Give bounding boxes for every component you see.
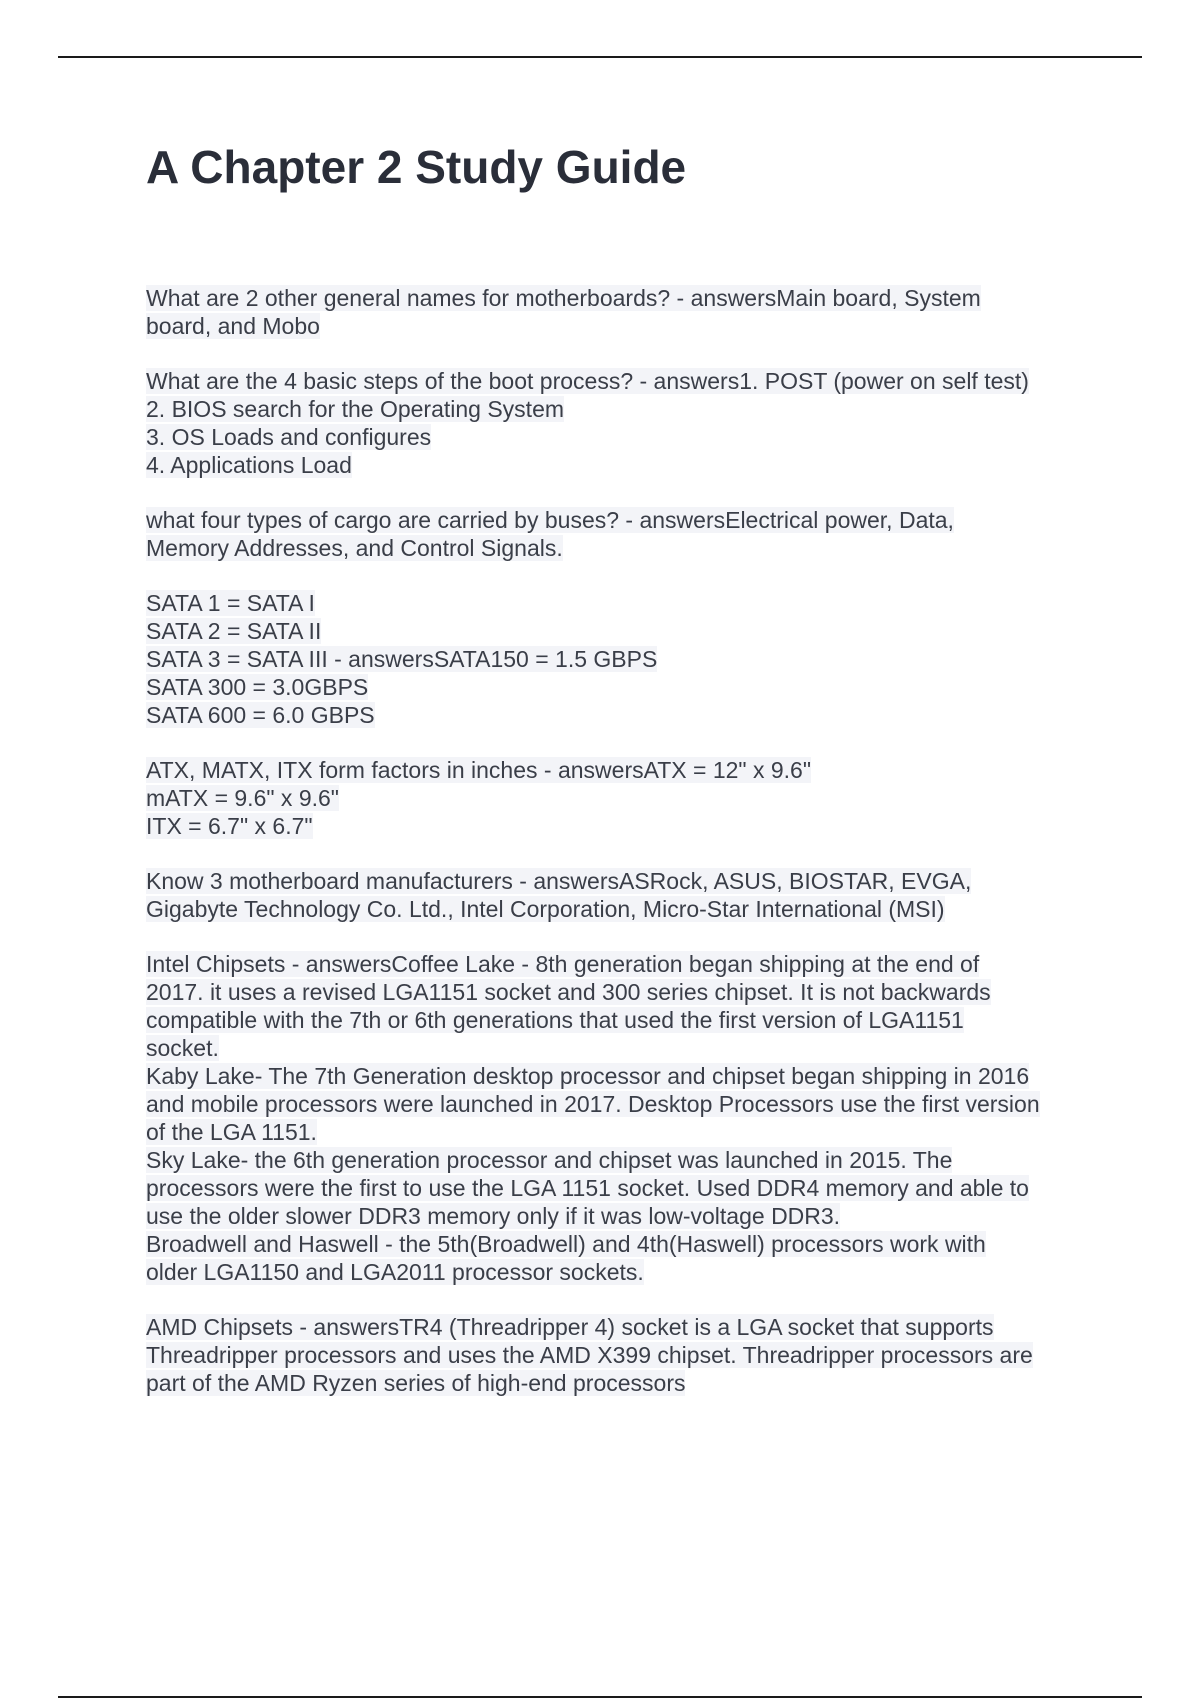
text-line: board, and Mobo (146, 313, 320, 339)
text-line: socket. (146, 1035, 219, 1061)
page-title: A Chapter 2 Study Guide (146, 141, 687, 193)
text-line: processors were the first to use the LGA 1151 socket. Used DDR4 memory and able to (146, 1175, 1029, 1201)
text-line: 2017. it uses a revised LGA1151 socket and 300 series chipset. It is not backwards (146, 979, 991, 1005)
top-rule (58, 56, 1142, 58)
text-line: Intel Chipsets - answersCoffee Lake - 8th generation began shipping at the end of (146, 951, 980, 977)
text-line: mATX = 9.6" x 9.6" (146, 785, 339, 811)
text-line: part of the AMD Ryzen series of high-end processors (146, 1370, 686, 1396)
text-line: use the older slower DDR3 memory only if it was low-voltage DDR3. (146, 1203, 841, 1229)
text-line: ITX = 6.7" x 6.7" (146, 813, 313, 839)
text-line: older LGA1150 and LGA2011 processor sockets. (146, 1259, 644, 1285)
text-line: 2. BIOS search for the Operating System (146, 396, 565, 422)
text-line: SATA 2 = SATA II (146, 618, 322, 644)
text-line: compatible with the 7th or 6th generations that used the first version of LGA1151 (146, 1007, 964, 1033)
text-line: Sky Lake- the 6th generation processor and chipset was launched in 2015. The (146, 1147, 953, 1173)
qa-item-manufacturers (146, 867, 1091, 923)
qa-item-motherboard-names (146, 284, 1091, 340)
text-line: SATA 3 = SATA III - answersSATA150 = 1.5 GBPS (146, 646, 658, 672)
qa-item-form-factors (146, 756, 1091, 840)
text-line: Kaby Lake- The 7th Generation desktop processor and chipset began shipping in 2016 (146, 1063, 1030, 1089)
text-line: Threadripper processors and uses the AMD X399 chipset. Threadripper processors are (146, 1342, 1033, 1368)
text-line: ATX, MATX, ITX form factors in inches - answersATX = 12" x 9.6" (146, 757, 812, 783)
text-line: SATA 600 = 6.0 GBPS (146, 702, 375, 728)
text-line: SATA 300 = 3.0GBPS (146, 674, 369, 700)
text-line: Broadwell and Haswell - the 5th(Broadwell) and 4th(Haswell) processors work with (146, 1231, 986, 1257)
text-line: What are 2 other general names for motherboards? - answersMain board, System (146, 285, 981, 311)
qa-item-boot-process (146, 367, 1091, 479)
study-guide-content (146, 284, 1091, 1424)
text-line: what four types of cargo are carried by buses? - answersElectrical power, Data, (146, 507, 954, 533)
text-line: and mobile processors were launched in 2017. Desktop Processors use the first version (146, 1091, 1040, 1117)
qa-item-amd-chipsets (146, 1313, 1091, 1397)
text-line: of the LGA 1151. (146, 1119, 317, 1145)
bottom-rule (58, 1696, 1142, 1698)
text-line: 3. OS Loads and configures (146, 424, 432, 450)
text-line: SATA 1 = SATA I (146, 590, 315, 616)
qa-item-intel-chipsets (146, 950, 1091, 1286)
qa-item-bus-cargo (146, 506, 1091, 562)
text-line: Know 3 motherboard manufacturers - answersASRock, ASUS, BIOSTAR, EVGA, (146, 868, 972, 894)
text-line: Gigabyte Technology Co. Ltd., Intel Corporation, Micro-Star International (MSI) (146, 896, 945, 922)
text-line: What are the 4 basic steps of the boot process? - answers1. POST (power on self test) (146, 368, 1029, 394)
text-line: AMD Chipsets - answersTR4 (Threadripper 4) socket is a LGA socket that supports (146, 1314, 994, 1340)
text-line: Memory Addresses, and Control Signals. (146, 535, 563, 561)
qa-item-sata (146, 589, 1091, 729)
text-line: 4. Applications Load (146, 452, 352, 478)
